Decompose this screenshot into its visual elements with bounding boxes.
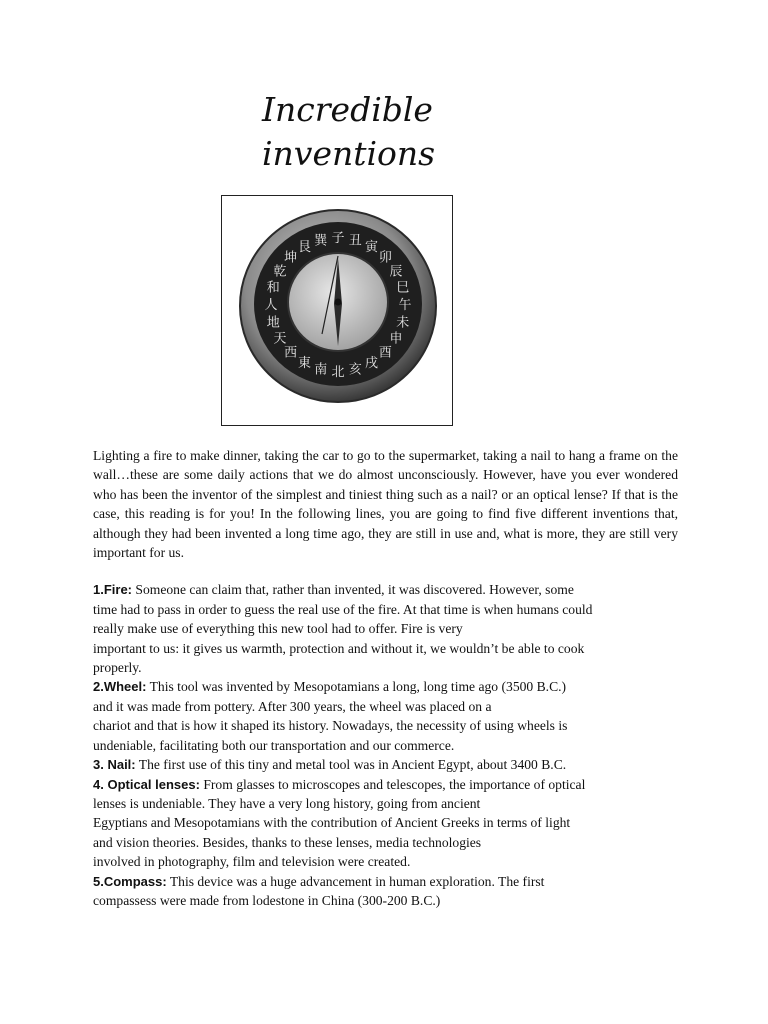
item-fire-text-1: Someone can claim that, rather than invented, it was discovered. However, some (132, 582, 574, 598)
item-lenses-text-3: Egyptians and Mesopotamians with the contribution of Ancient Greeks in terms of light (93, 815, 571, 831)
item-fire-text-2: time had to pass in order to guess the real use of the fire. At that time is when humans could (93, 601, 593, 617)
item-lenses-text-2: lenses is undeniable. They have a very long history, going from ancient (93, 795, 481, 811)
document-title (262, 88, 435, 176)
item-lenses-text-1: From glasses to microscopes and telescopes, the importance of optical (199, 776, 586, 792)
article-body (93, 446, 678, 910)
compass-glyph: 乾 (273, 264, 287, 280)
item-fire-text-4: important to us: it gives us warmth, protection and without it, we wouldn’t be able to cook (93, 640, 585, 656)
compass-glyph: 寅 (364, 240, 379, 255)
compass-glyph: 南 (314, 362, 328, 378)
compass-glyph: 東 (297, 356, 312, 371)
item-lenses-heading: 4. Optical lenses: (93, 776, 200, 792)
compass-glyph: 酉 (378, 345, 392, 361)
compass-glyph: 戌 (364, 356, 379, 371)
compass-glyph: 艮 (297, 240, 312, 255)
item-lenses (93, 775, 678, 872)
compass-glyph: 未 (396, 315, 410, 331)
intro-paragraph: Lighting a fire to make dinner, taking the car to go to the supermarket, taking a nail to hang a frame on the wall…these are some daily actions that we do almost unconsciously. However, have you ever wondered who has been the inventor of the simplest and tiniest thing such as a nail? or an optical lense? If that is the case, this reading is for you! In the following lines, you are going to find five different inventions that, although they had been invented a long time ago, they are still in use and, what is more, they are still very important for us. (93, 448, 678, 561)
item-compass-text-1: This device was a huge advancement in human exploration. The first (166, 873, 545, 889)
compass-glyph: 午 (398, 298, 412, 313)
item-wheel-text-3: chariot and that is how it shaped its history. Nowadays, the necessity of using wheels is (93, 718, 568, 734)
item-nail-heading: 3. Nail: (93, 757, 136, 773)
compass-glyph: 坤 (284, 250, 298, 266)
item-compass (93, 872, 678, 911)
item-wheel-text-2: and it was made from pottery. After 300 years, the wheel was placed on a (93, 698, 492, 714)
compass-glyph: 天 (273, 331, 287, 347)
item-compass-heading: 5.Compass: (93, 873, 167, 889)
item-nail-text-1: The first use of this tiny and metal tool was in Ancient Egypt, about 3400 B.C. (135, 757, 567, 773)
compass-glyph: 子 (331, 231, 345, 246)
compass-illustration (222, 196, 452, 425)
item-nail (93, 755, 678, 774)
compass-photo-frame (221, 195, 453, 426)
title-line-1: Incredible (262, 90, 433, 129)
compass-glyph: 辰 (389, 264, 403, 280)
item-wheel-heading: 2.Wheel: (93, 679, 147, 695)
item-lenses-text-4: and vision theories. Besides, thanks to these lenses, media technologies (93, 834, 482, 850)
compass-pivot (335, 299, 342, 306)
compass-glyph: 北 (331, 365, 345, 380)
compass-glyph: 地 (266, 315, 280, 331)
item-fire-text-3: really make use of everything this new tool had to offer. Fire is very (93, 621, 463, 637)
compass-glyph: 巽 (314, 233, 328, 249)
title-line-2: inventions (262, 134, 436, 173)
compass-glyph: 人 (264, 298, 278, 313)
item-compass-text-2: compassess were made from lodestone in China (300-200 B.C.) (93, 892, 441, 908)
item-wheel (93, 677, 678, 755)
item-fire-heading: 1.Fire: (93, 582, 133, 598)
item-wheel-text-4: undeniable, facilitating both our transportation and our commerce. (93, 737, 455, 753)
compass-glyph: 和 (266, 280, 280, 296)
compass-glyph: 丑 (348, 233, 362, 249)
item-fire (93, 580, 678, 677)
compass-glyph: 申 (389, 331, 403, 347)
item-lenses-text-5: involved in photography, film and television were created. (93, 854, 411, 870)
compass-glyph: 亥 (348, 362, 362, 378)
compass-glyph: 巳 (396, 280, 410, 296)
item-wheel-text-1: This tool was invented by Mesopotamians a long, long time ago (3500 B.C.) (146, 679, 567, 695)
compass-glyph: 西 (284, 345, 298, 361)
compass-glyph: 卯 (378, 250, 392, 266)
item-fire-text-5: properly. (93, 660, 142, 676)
